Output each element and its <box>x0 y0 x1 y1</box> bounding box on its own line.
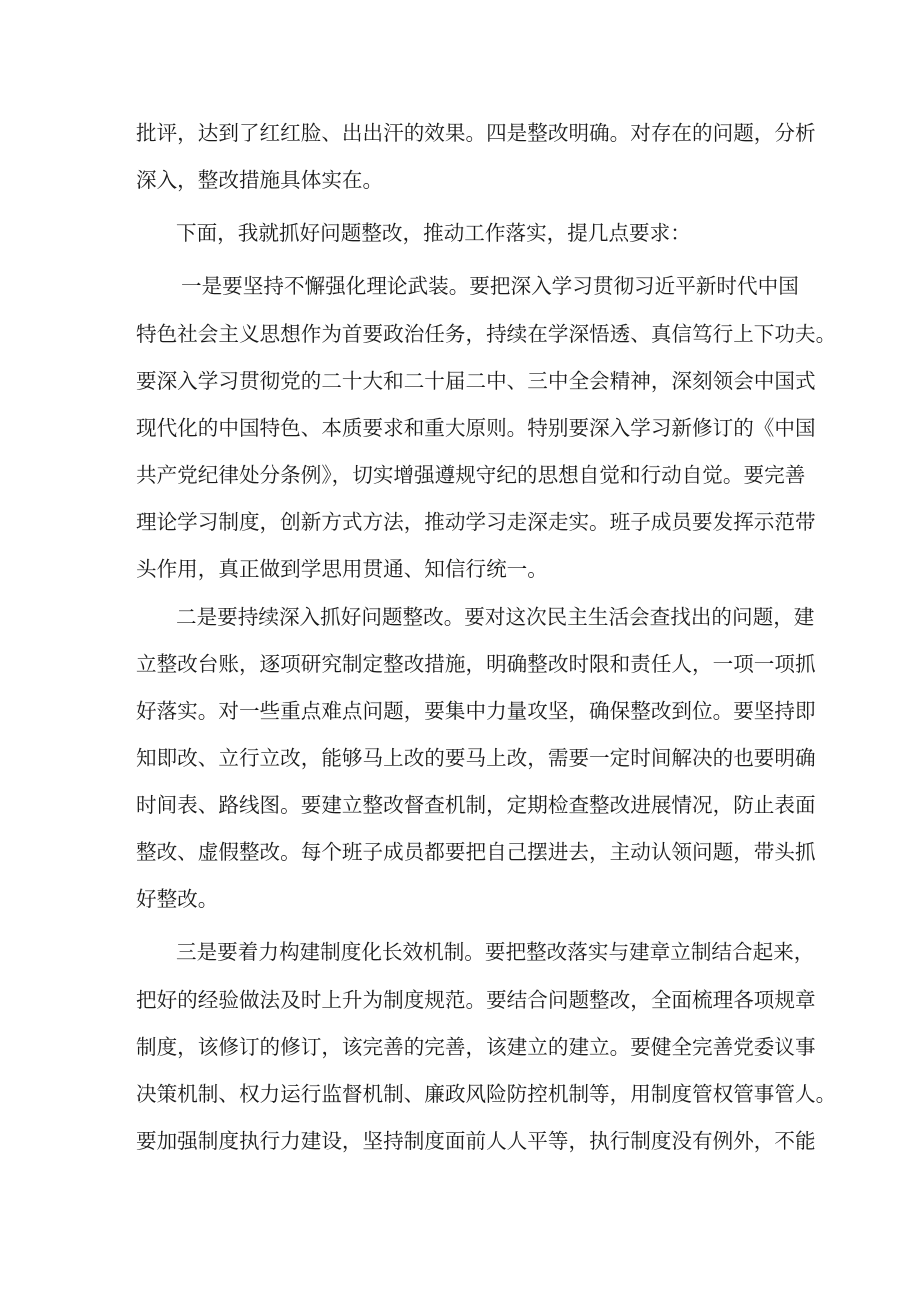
text-line: 现代化的中国特色、本质要求和重大原则。特别要深入学习新修订的《中国 <box>136 416 816 440</box>
text-line: 要加强制度执行力建设，坚持制度面前人人平等，执行制度没有例外，不能 <box>136 1129 816 1153</box>
text-line: 头作用，真正做到学思用贯通、知信行统一。 <box>136 557 548 581</box>
text-line: 要深入学习贯彻党的二十大和二十届二中、三中全会精神，深刻领会中国式 <box>136 369 816 393</box>
text-line: 决策机制、权力运行监督机制、廉政风险防控机制等，用制度管权管事管人。 <box>136 1082 837 1106</box>
text-line: 批评，达到了红红脸、出出汗的效果。四是整改明确。对存在的问题，分析 <box>136 121 816 145</box>
text-line: 理论学习制度，创新方式方法，推动学习走深走实。班子成员要发挥示范带 <box>136 510 816 534</box>
text-line: 二是要持续深入抓好问题整改。要对这次民主生活会查找出的问题，建 <box>176 605 815 629</box>
text-line: 三是要着力构建制度化长效机制。要把整改落实与建章立制结合起来， <box>176 940 815 964</box>
text-line: 共产党纪律处分条例》，切实增强遵规守纪的思想自觉和行动自觉。要完善 <box>136 463 806 487</box>
text-line: 知即改、立行立改，能够马上改的要马上改，需要一定时间解决的也要明确 <box>136 746 816 770</box>
text-line: 整改、虚假整改。每个班子成员都要把自己摆进去，主动认领问题，带头抓 <box>136 840 816 864</box>
text-line: 好整改。 <box>136 887 219 911</box>
text-line: 把好的经验做法及时上升为制度规范。要结合问题整改，全面梳理各项规章 <box>136 988 816 1012</box>
text-line: 时间表、路线图。要建立整改督查机制，定期检查整改进展情况，防止表面 <box>136 793 816 817</box>
text-line: 深入，整改措施具体实在。 <box>136 168 384 192</box>
text-line: 好落实。对一些重点难点问题，要集中力量攻坚，确保整改到位。要坚持即 <box>136 699 816 723</box>
text-line: 下面，我就抓好问题整改，推动工作落实，提几点要求： <box>176 221 691 245</box>
text-line: 一是要坚持不懈强化理论武装。要把深入学习贯彻习近平新时代中国 <box>181 274 799 298</box>
text-line: 立整改台账，逐项研究制定整改措施，明确整改时限和责任人，一项一项抓 <box>136 652 816 676</box>
text-line: 制度，该修订的修订，该完善的完善，该建立的建立。要健全完善党委议事 <box>136 1035 816 1059</box>
text-line: 特色社会主义思想作为首要政治任务，持续在学深悟透、真信笃行上下功夫。 <box>136 322 837 346</box>
